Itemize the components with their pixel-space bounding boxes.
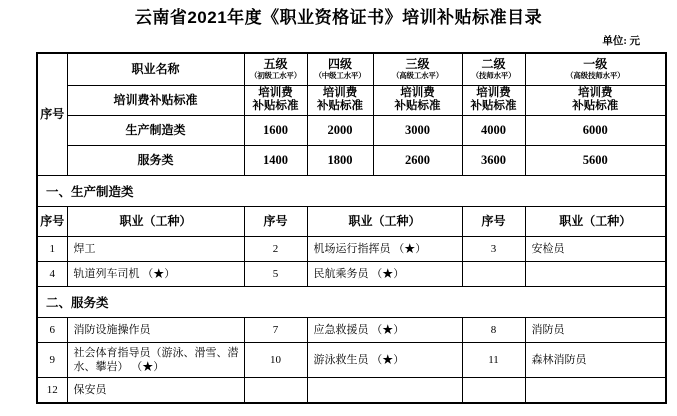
- level-sub: （初级工水平）: [249, 71, 302, 81]
- level-name: 二级: [481, 57, 506, 72]
- row-occupation-cell: 机场运行指挥员 （★）: [307, 236, 462, 261]
- subsidy-value: 3000: [373, 115, 462, 145]
- row-serial-cell: 4: [37, 261, 67, 286]
- section-title-row: [37, 175, 666, 206]
- occupation-subheader: 职业（工种）: [67, 206, 244, 236]
- row-serial-cell: 9: [37, 342, 67, 377]
- level-1-header: [525, 53, 666, 85]
- section-title: 一、生产制造类: [37, 175, 666, 206]
- subsidy-row-label: 培训费补贴标准: [67, 85, 244, 115]
- level-name: 五级: [263, 57, 288, 72]
- serial-col-header: 序号: [37, 53, 67, 175]
- level-3-header: [373, 53, 462, 85]
- row-serial-cell: 11: [462, 342, 525, 377]
- section-subheader-row: [37, 206, 666, 236]
- page-title: 云南省2021年度《职业资格证书》培训补贴标准目录: [134, 8, 543, 27]
- row-occupation-cell: 保安员: [67, 377, 244, 403]
- level-5-header: [244, 53, 307, 85]
- subsidy-table: [36, 52, 667, 404]
- row-serial-cell: 5: [244, 261, 307, 286]
- section-title: 二、服务类: [37, 286, 666, 317]
- table-row: [37, 115, 666, 145]
- fee-header-cell: [307, 85, 373, 115]
- level-sub: （高级技师水平）: [566, 71, 625, 81]
- subsidy-value: 1800: [307, 145, 373, 175]
- row-serial-cell: 8: [462, 317, 525, 342]
- row-serial-cell: [462, 377, 525, 403]
- level-sub: （中级工水平）: [314, 71, 366, 81]
- level-2-header: [462, 53, 525, 85]
- row-serial-cell: 1: [37, 236, 67, 261]
- row-serial-cell: 6: [37, 317, 67, 342]
- row-occupation-cell: 安检员: [525, 236, 666, 261]
- row-occupation-cell: 轨道列车司机 （★）: [67, 261, 244, 286]
- table-row: [37, 317, 666, 342]
- row-occupation-cell: 森林消防员: [525, 342, 666, 377]
- serial-subheader: 序号: [462, 206, 525, 236]
- row-occupation-cell: 民航乘务员 （★）: [307, 261, 462, 286]
- fee-line2: 补贴标准: [470, 100, 517, 112]
- row-serial-cell: 7: [244, 317, 307, 342]
- table-row: [37, 342, 666, 377]
- row-serial-cell: 3: [462, 236, 525, 261]
- fee-line2: 补贴标准: [572, 100, 619, 112]
- fee-line1: 培训费: [322, 87, 358, 99]
- table-row: [37, 85, 666, 115]
- row-occupation-cell: 消防员: [525, 317, 666, 342]
- category-label: 服务类: [67, 145, 244, 175]
- fee-header-cell: [373, 85, 462, 115]
- category-label: 生产制造类: [67, 115, 244, 145]
- row-occupation-cell: 社会体育指导员（游泳、滑雪、潜水、攀岩） （★）: [67, 342, 244, 377]
- level-sub: （技师水平）: [471, 71, 516, 81]
- row-serial-cell: [462, 261, 525, 286]
- subsidy-value: 5600: [525, 145, 666, 175]
- row-occupation-cell: 游泳救生员 （★）: [307, 342, 462, 377]
- row-occupation-cell: 焊工: [67, 236, 244, 261]
- fee-line1: 培训费: [258, 87, 293, 99]
- fee-line2: 补贴标准: [317, 100, 363, 112]
- occupation-col-header: 职业名称: [67, 53, 244, 85]
- level-4-header: [307, 53, 373, 85]
- level-name: 三级: [405, 57, 430, 72]
- section-title-row: [37, 286, 666, 317]
- fee-line2: 补贴标准: [252, 100, 299, 112]
- row-serial-cell: [244, 377, 307, 403]
- row-serial-cell: 12: [37, 377, 67, 403]
- row-occupation-cell: 应急救援员 （★）: [307, 317, 462, 342]
- serial-subheader: 序号: [244, 206, 307, 236]
- fee-line2: 补贴标准: [394, 100, 441, 112]
- row-serial-cell: 2: [244, 236, 307, 261]
- level-name: 一级: [583, 57, 608, 72]
- row-occupation-cell: 消防设施操作员: [67, 317, 244, 342]
- row-occupation-cell: [525, 261, 666, 286]
- fee-line1: 培训费: [578, 87, 613, 99]
- table-row: [37, 377, 666, 403]
- subsidy-value: 2000: [307, 115, 373, 145]
- row-serial-cell: 10: [244, 342, 307, 377]
- subsidy-value: 6000: [525, 115, 666, 145]
- unit-label: 单位: 元: [602, 36, 640, 47]
- subsidy-value: 4000: [462, 115, 525, 145]
- subsidy-value: 1600: [244, 115, 307, 145]
- fee-header-cell: [462, 85, 525, 115]
- occupation-subheader: 职业（工种）: [525, 206, 666, 236]
- subsidy-value: 2600: [373, 145, 462, 175]
- level-sub: （高级工水平）: [391, 71, 444, 81]
- row-occupation-cell: [307, 377, 462, 403]
- serial-subheader: 序号: [37, 206, 67, 236]
- fee-header-cell: [525, 85, 666, 115]
- fee-line1: 培训费: [476, 87, 511, 99]
- fee-line1: 培训费: [400, 87, 435, 99]
- subsidy-value: 1400: [244, 145, 307, 175]
- table-row: [37, 261, 666, 286]
- level-name: 四级: [327, 57, 352, 72]
- table-row: [37, 53, 666, 85]
- table-row: [37, 236, 666, 261]
- table-row: [37, 145, 666, 175]
- row-occupation-cell: [525, 377, 666, 403]
- occupation-subheader: 职业（工种）: [307, 206, 462, 236]
- subsidy-value: 3600: [462, 145, 525, 175]
- fee-header-cell: [244, 85, 307, 115]
